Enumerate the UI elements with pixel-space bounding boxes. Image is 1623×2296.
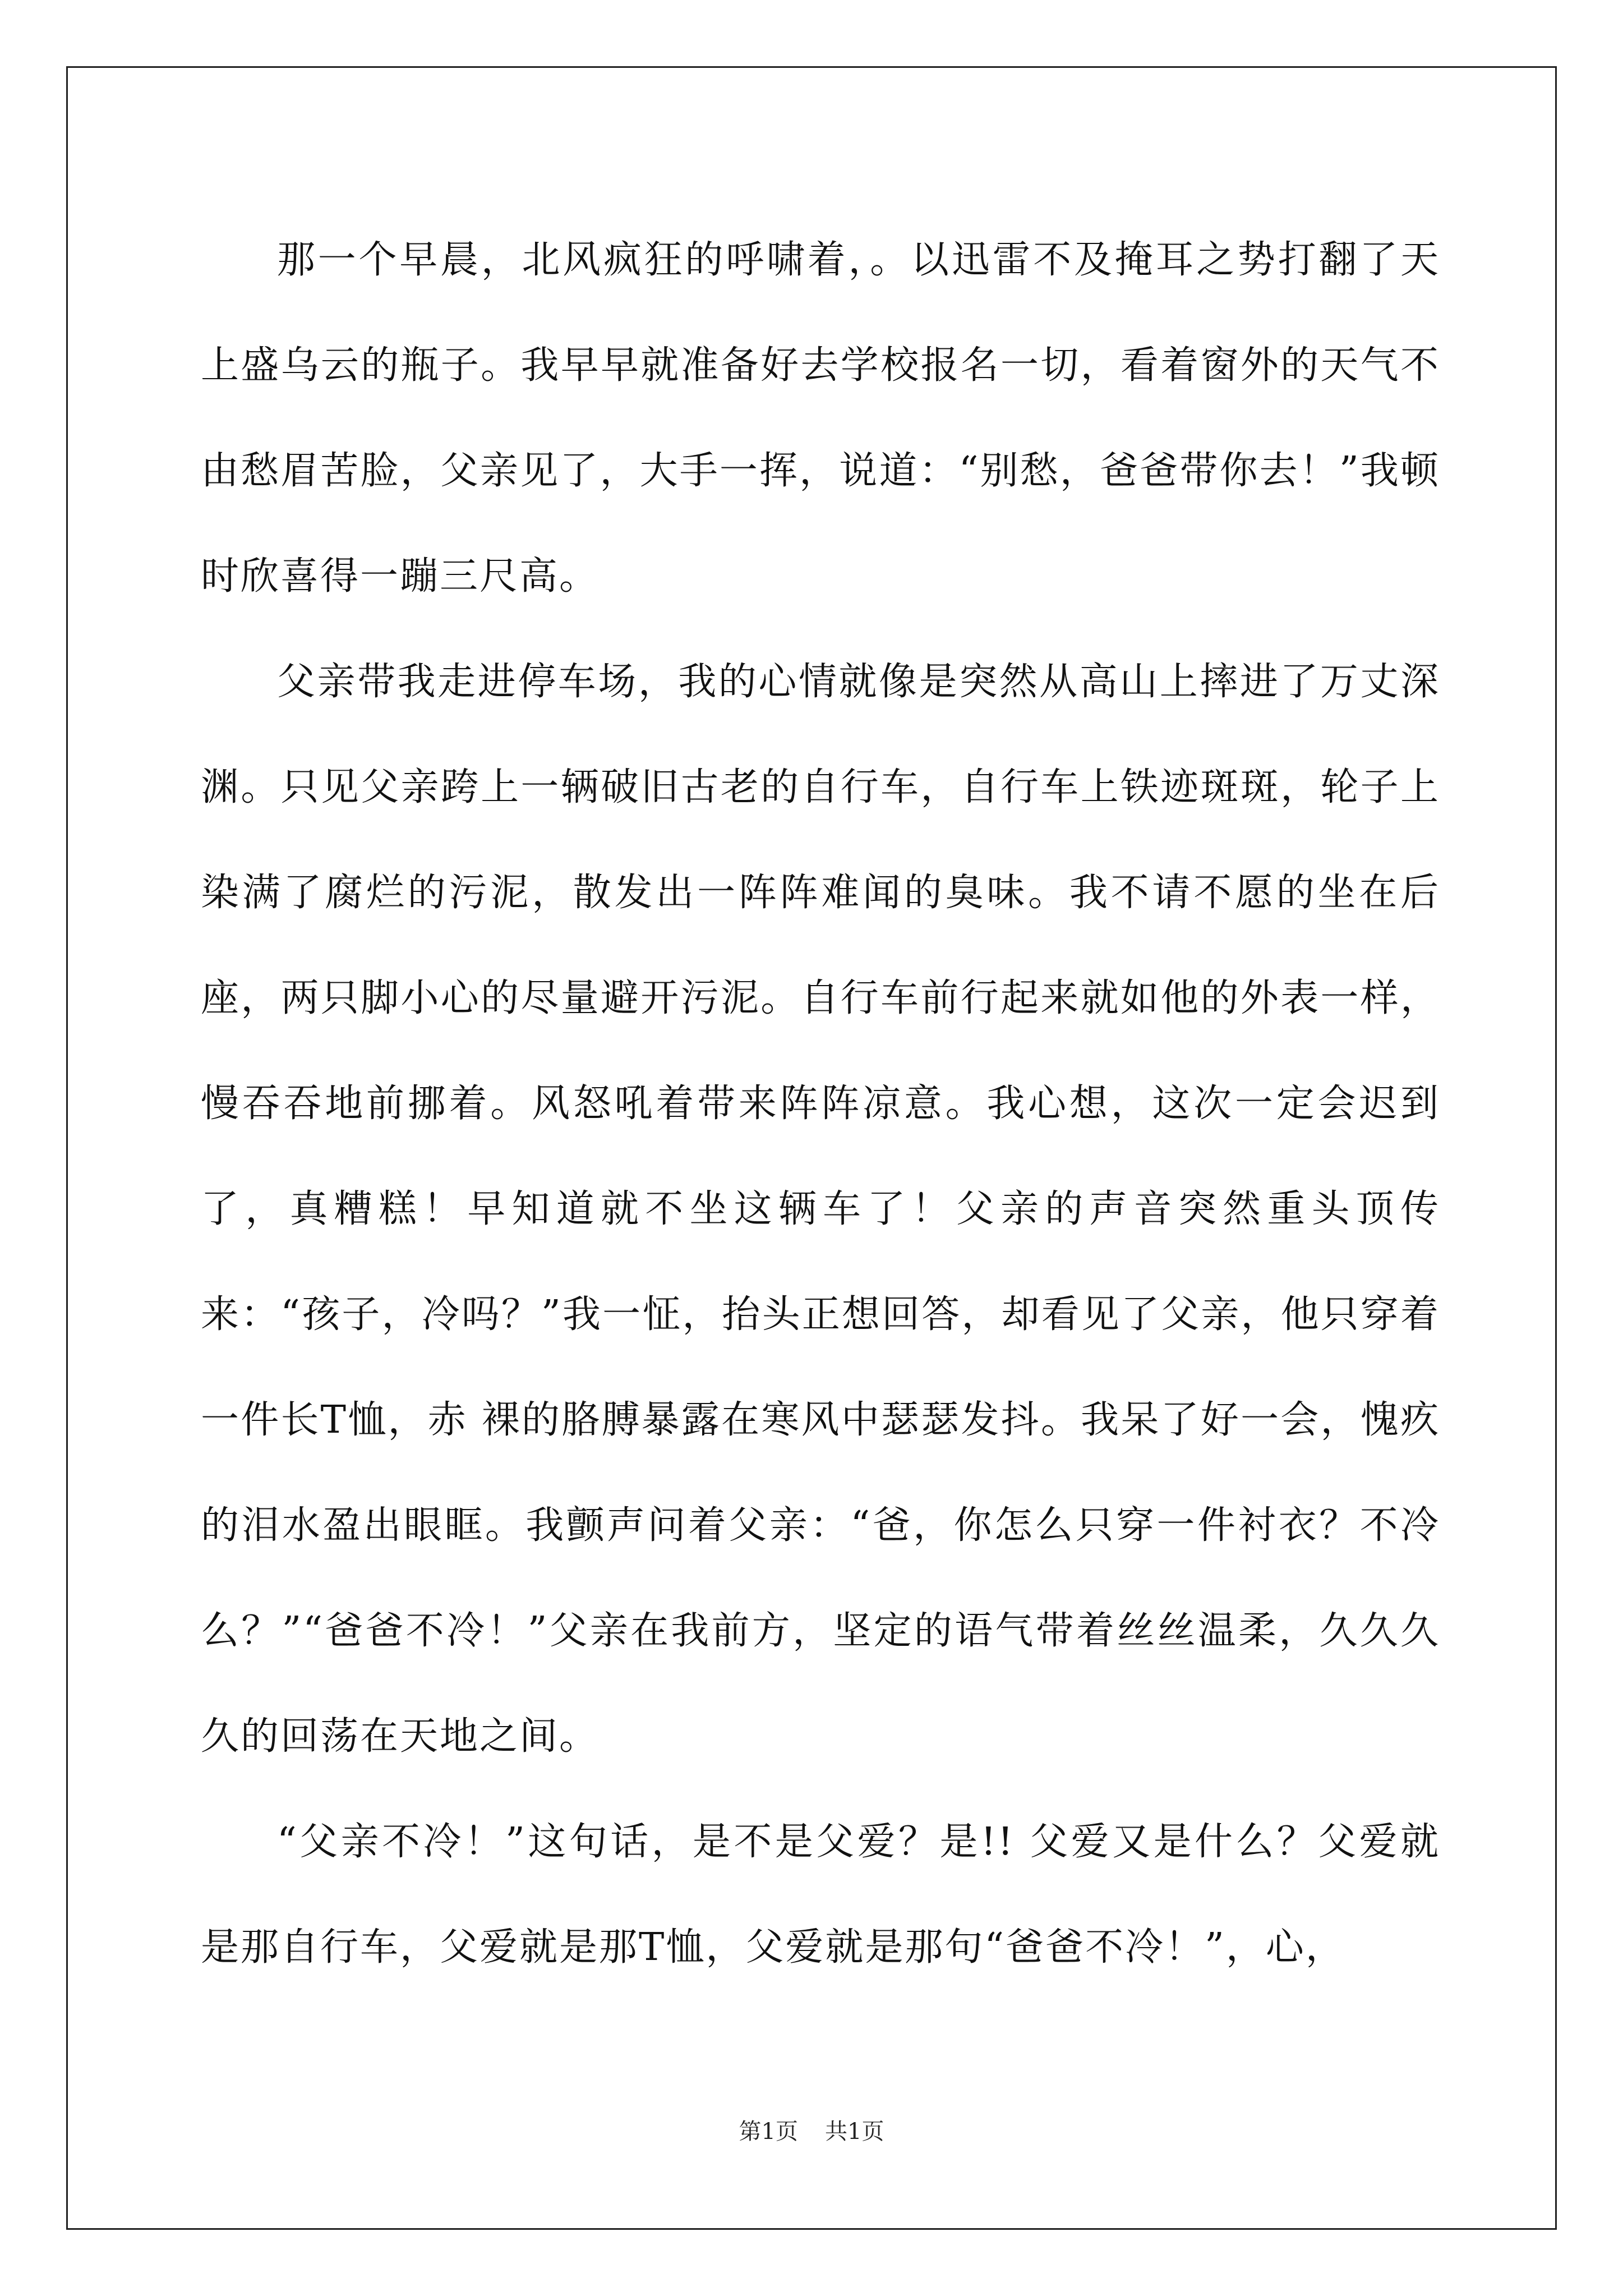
page-number-total: 共1页 bbox=[825, 2119, 884, 2145]
paragraph-3: “父亲不冷！”这句话，是不是父爱？是!! 父爱又是什么？父爱就是那自行车，父爱就是那T恤，父爱就是那句“爸爸不冷！”，心， bbox=[201, 1820, 1441, 1970]
paragraph-1: 那一个早晨，北风疯狂的呼啸着，。以迅雷不及掩耳之势打翻了天上盛乌云的瓶子。我早早就准备好去学校报名一切，看着窗外的天气不由愁眉苦脸，父亲见了，大手一挥，说道：“别愁，爸爸带你去！”我顿时欣喜得一蹦三尺高。 bbox=[201, 238, 1440, 599]
paragraph-2: 父亲带我走进停车场，我的心情就像是突然从高山上摔进了万丈深渊。只见父亲跨上一辆破旧古老的自行车，自行车上铁迹斑斑，轮子上染满了腐烂的污泥，散发出一阵阵难闻的臭味。我不请不愿的坐在后座，两只脚小心的尽量避开污泥。自行车前行起来就如他的外表一样，慢吞吞地前挪着。风怒吼着带来阵阵凉意。我心想，这次一定会迟到了，真糟糕！早知道就不坐这辆车了！父亲的声音突然重头顶传来：“孩子，冷吗？”我一怔，抬头正想回答，却看见了父亲，他只穿着一件长T恤，赤 裸的胳膊暴露在寒风中瑟瑟发抖。我呆了好一会，愧疚的泪水盈出眼眶。我颤声问着父亲：“爸，你怎么只穿一件衬衣？不冷么？”“爸爸不冷！”父亲在我前方，坚定的语气带着丝丝温柔，久久久久的回荡在天地之间。 bbox=[201, 660, 1440, 1759]
document-body bbox=[201, 208, 1440, 2000]
page-number-current: 第1页 bbox=[739, 2119, 798, 2145]
page-footer bbox=[0, 2115, 1623, 2148]
